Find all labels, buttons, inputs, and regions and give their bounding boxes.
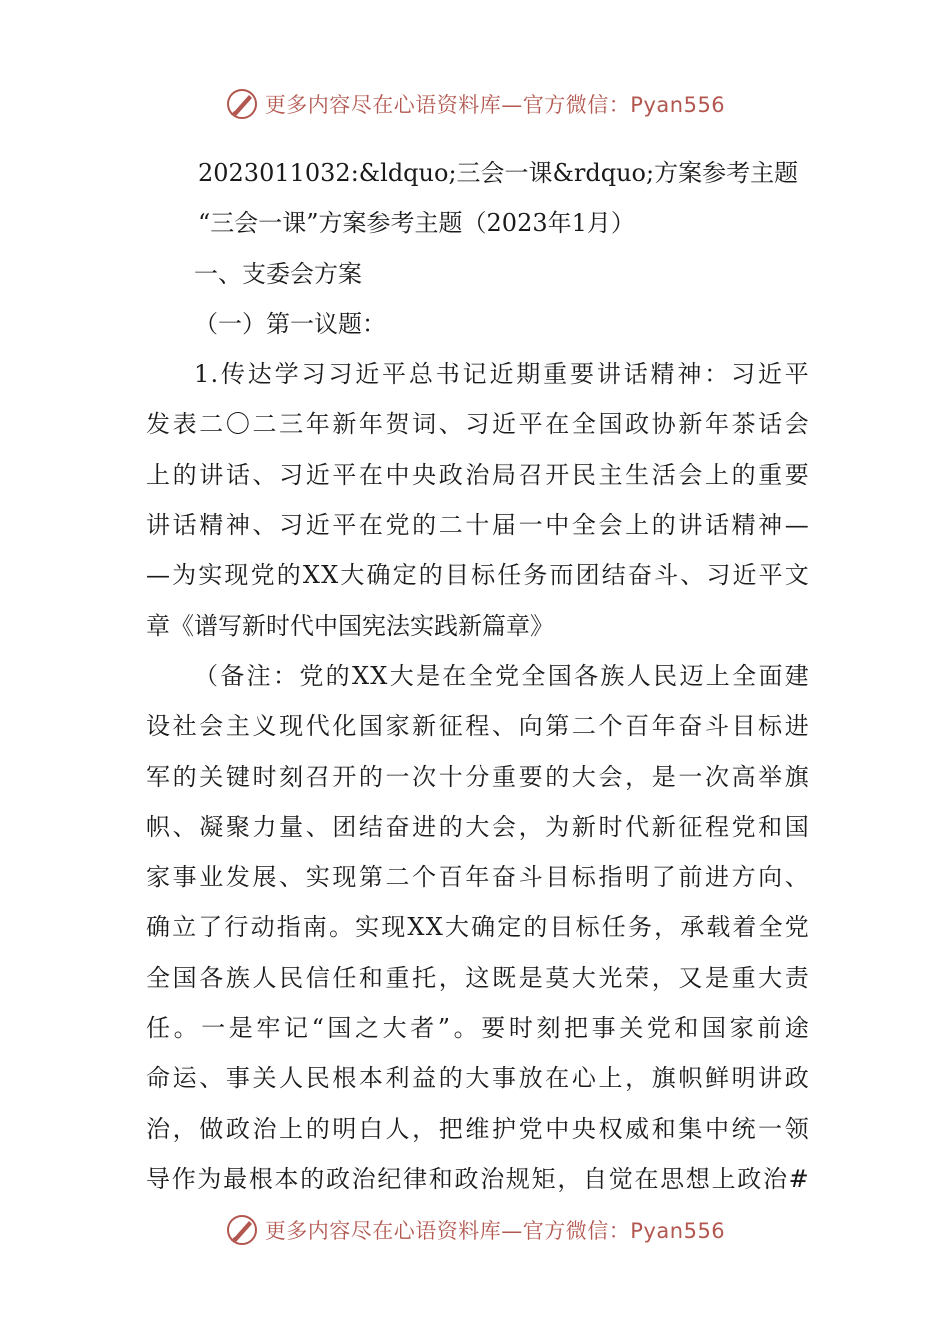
paragraph-line: 确立了行动指南。实现XX大确定的目标任务，承载着全党: [146, 913, 810, 942]
paragraph-line: 章《谱写新时代中国宪法实践新篇章》: [146, 611, 554, 640]
paragraph-line: —为实现党的XX大确定的目标任务而团结奋斗、习近平文: [146, 561, 810, 590]
document-body: [146, 148, 810, 1204]
paragraph-line: 命运、事关人民根本利益的大事放在心上，旗帜鲜明讲政: [146, 1064, 810, 1093]
paragraph-line: 军的关键时刻召开的一次十分重要的大会，是一次高举旗: [146, 762, 810, 791]
paragraph-line: 治，做政治上的明白人，把维护党中央权威和集中统一领: [146, 1114, 810, 1143]
paragraph-line: 家事业发展、实现第二个百年奋斗目标指明了前进方向、: [146, 863, 810, 892]
pen-logo-icon: [225, 87, 259, 121]
watermark-text: 更多内容尽在心语资料库—官方微信：Pyan556: [264, 1219, 726, 1243]
paragraph-line: 发表二〇二三年新年贺词、习近平在全国政协新年茶话会: [146, 410, 810, 439]
paragraph-line: 全国各族人民信任和重托，这既是莫大光荣，又是重大责: [146, 963, 810, 992]
paragraph-line: 上的讲话、习近平在中央政治局召开民主生活会上的重要: [146, 460, 810, 489]
watermark-header: [0, 84, 950, 124]
watermark-footer: [0, 1210, 950, 1250]
pen-logo-icon: [225, 1213, 259, 1247]
watermark-text: 更多内容尽在心语资料库—官方微信：Pyan556: [264, 93, 726, 117]
paragraph-line: 帜、凝聚力量、团结奋进的大会，为新时代新征程党和国: [146, 812, 810, 841]
paragraph-line: 任。一是牢记“国之大者”。要时刻把事关党和国家前途: [146, 1014, 810, 1043]
paragraph-line: 1.传达学习习近平总书记近期重要讲话精神：习近平: [194, 360, 810, 389]
doc-subtitle: “三会一课”方案参考主题（2023年1月）: [198, 209, 635, 238]
subsection-heading: （一）第一议题：: [194, 309, 386, 338]
section-heading: 一、支委会方案: [194, 259, 362, 288]
paragraph-line: 讲话精神、习近平在党的二十届一中全会上的讲话精神—: [146, 511, 810, 540]
paragraph-line: （备注：党的XX大是在全党全国各族人民迈上全面建: [194, 661, 810, 690]
doc-title: 2023011032:&ldquo;三会一课&rdquo;方案参考主题: [198, 159, 799, 187]
paragraph-line: 设社会主义现代化国家新征程、向第二个百年奋斗目标进: [146, 712, 810, 741]
paragraph-line: 导作为最根本的政治纪律和政治规矩，自觉在思想上政治#: [146, 1164, 810, 1193]
